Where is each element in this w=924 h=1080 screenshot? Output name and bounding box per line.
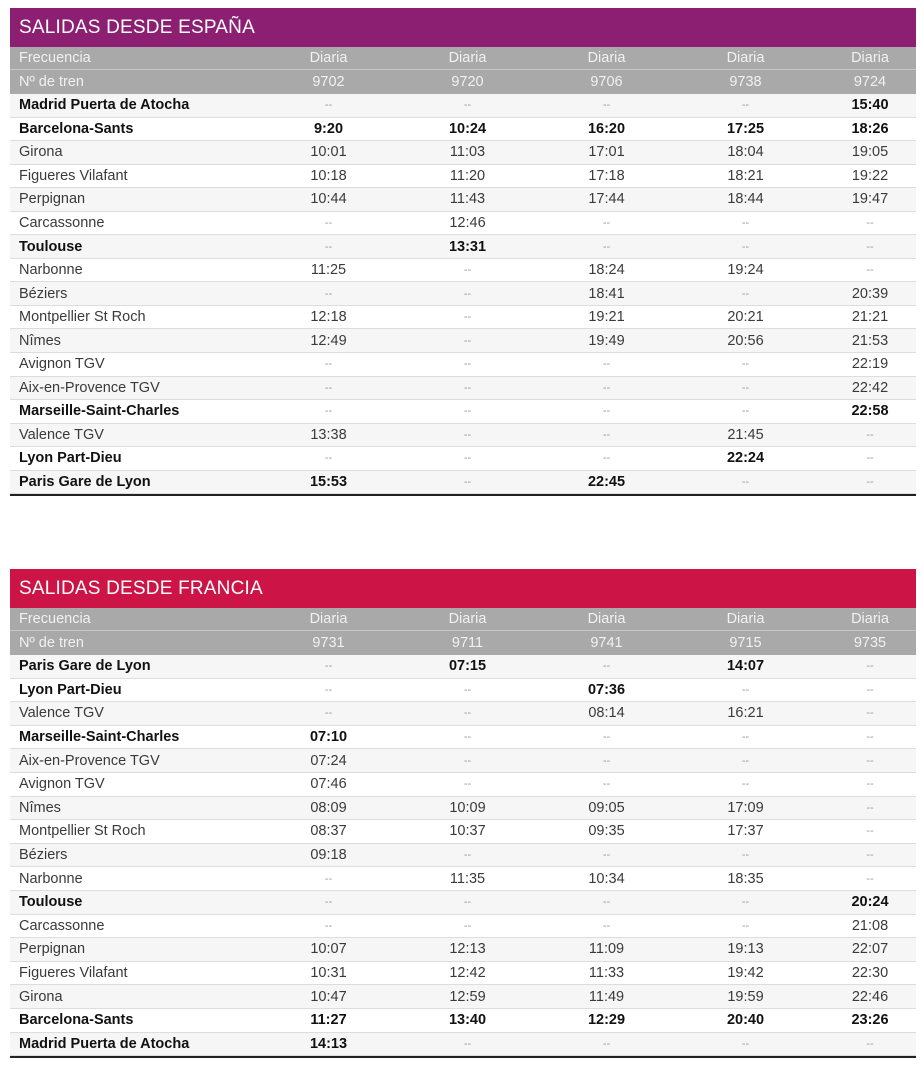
timetable-row	[10, 867, 916, 891]
time-cell: --	[602, 1037, 611, 1050]
station-name: Lyon Part-Dieu	[19, 681, 122, 698]
time-cell: --	[602, 731, 611, 744]
timetable-row	[10, 282, 916, 306]
time-cell: --	[741, 778, 750, 791]
timetable-row	[10, 962, 916, 986]
time-cell: 18:26	[851, 120, 889, 137]
time-cell: 17:01	[588, 144, 625, 161]
time-cell: 07:36	[587, 681, 626, 698]
time-cell: --	[463, 381, 472, 394]
station-name: Nîmes	[19, 799, 61, 816]
time-cell: --	[324, 660, 333, 673]
time-cell: --	[324, 707, 333, 720]
time-cell: 11:20	[449, 167, 486, 184]
time-cell: --	[463, 683, 472, 696]
timetable-title: SALIDAS DESDE FRANCIA	[10, 569, 916, 608]
time-cell: --	[866, 778, 874, 791]
time-cell: 20:21	[727, 309, 764, 326]
time-cell: --	[741, 381, 750, 394]
time-cell: --	[324, 683, 333, 696]
train-number-row	[10, 70, 916, 94]
train-number-label: Nº de tren	[19, 74, 84, 90]
timetable-row	[10, 726, 916, 750]
time-cell: --	[324, 358, 333, 371]
station-name: Avignon TGV	[19, 356, 105, 373]
station-name: Paris Gare de Lyon	[19, 658, 151, 675]
timetable-row	[10, 235, 916, 259]
station-name: Paris Gare de Lyon	[19, 474, 151, 491]
time-cell: 11:43	[449, 191, 486, 208]
time-cell: 14:13	[309, 1035, 348, 1052]
train-number-cell: 9706	[590, 74, 623, 90]
train-number-label: Nº de tren	[19, 635, 84, 651]
time-cell: --	[463, 99, 472, 112]
time-cell: --	[602, 405, 611, 418]
time-cell: 22:24	[726, 450, 765, 467]
time-cell: --	[324, 99, 333, 112]
time-cell: 9:20	[313, 120, 344, 137]
time-cell: --	[602, 240, 611, 253]
time-cell: 10:37	[449, 823, 486, 840]
timetable-row	[10, 94, 916, 118]
time-cell: --	[463, 896, 472, 909]
time-cell: 22:07	[851, 941, 889, 958]
time-cell: --	[602, 919, 611, 932]
time-cell: --	[866, 476, 874, 489]
station-name: Carcassonne	[19, 215, 105, 231]
time-cell: 20:40	[726, 1012, 765, 1029]
station-name: Montpellier St Roch	[19, 309, 146, 326]
time-cell: --	[463, 264, 472, 277]
time-cell: 14:07	[726, 658, 765, 675]
time-cell: 11:49	[588, 988, 625, 1005]
timetable-title: SALIDAS DESDE ESPAÑA	[10, 8, 916, 47]
time-cell: --	[741, 405, 750, 418]
station-name: Lyon Part-Dieu	[19, 450, 122, 467]
time-cell: 09:35	[588, 823, 625, 840]
time-cell: 23:26	[851, 1012, 889, 1029]
time-cell: --	[602, 849, 611, 862]
station-name: Narbonne	[19, 262, 83, 279]
time-cell: 18:44	[727, 191, 764, 208]
time-cell: 22:42	[851, 379, 889, 396]
time-cell: 16:21	[727, 705, 764, 722]
time-cell: --	[324, 217, 333, 229]
station-name: Perpignan	[19, 191, 86, 208]
time-cell: 17:09	[727, 799, 764, 816]
time-cell: 19:05	[851, 144, 889, 161]
time-cell: 17:18	[588, 167, 625, 184]
time-cell: 19:47	[851, 191, 889, 208]
timetable-row	[10, 212, 916, 236]
train-number-row	[10, 631, 916, 655]
time-cell: 07:15	[448, 658, 487, 675]
timetable-row	[10, 259, 916, 283]
time-cell: --	[866, 849, 874, 862]
time-cell: 07:10	[309, 729, 348, 746]
table-bottom-rule	[10, 1056, 916, 1058]
time-cell: 21:21	[851, 309, 889, 326]
time-cell: --	[602, 452, 611, 465]
timetable-row	[10, 447, 916, 471]
time-cell: --	[741, 683, 750, 696]
time-cell: 13:31	[448, 238, 487, 255]
frequency-label: Frecuencia	[19, 50, 91, 66]
time-cell: --	[463, 731, 472, 744]
time-cell: 11:03	[449, 144, 486, 161]
time-cell: --	[602, 99, 611, 112]
timetable-row	[10, 679, 916, 703]
timetable-row	[10, 118, 916, 142]
time-cell: 20:56	[727, 332, 764, 349]
time-cell: --	[741, 217, 750, 229]
time-cell: 12:42	[449, 965, 486, 982]
timetable-row	[10, 165, 916, 189]
frequency-row	[10, 47, 916, 70]
time-cell: --	[866, 872, 874, 885]
time-cell: 18:24	[588, 262, 625, 279]
station-name: Marseille-Saint-Charles	[19, 729, 180, 746]
time-cell: --	[602, 428, 611, 441]
time-cell: --	[741, 287, 750, 300]
time-cell: --	[463, 334, 472, 347]
time-cell: --	[324, 919, 333, 932]
time-cell: 19:49	[588, 332, 625, 349]
station-rows	[10, 94, 916, 494]
time-cell: --	[741, 731, 750, 744]
time-cell: 10:44	[310, 191, 347, 208]
timetable-row	[10, 400, 916, 424]
time-cell: 11:09	[588, 941, 625, 958]
timetable-row	[10, 655, 916, 679]
time-cell: 16:20	[587, 120, 626, 137]
time-cell: --	[741, 240, 750, 253]
station-name: Marseille-Saint-Charles	[19, 403, 180, 420]
time-cell: 11:35	[449, 870, 486, 887]
time-cell: --	[463, 919, 472, 932]
time-cell: --	[463, 476, 472, 489]
timetable-spain	[10, 8, 916, 496]
timetable-row	[10, 797, 916, 821]
time-cell: 10:07	[310, 941, 347, 958]
time-cell: 12:46	[449, 215, 486, 231]
table-bottom-rule	[10, 494, 916, 496]
time-cell: 08:37	[310, 823, 347, 840]
timetable-row	[10, 702, 916, 726]
station-name: Montpellier St Roch	[19, 823, 146, 840]
frequency-cell: Diaria	[309, 50, 348, 66]
time-cell: --	[324, 405, 333, 418]
time-cell: --	[866, 660, 874, 673]
time-cell: 12:13	[449, 941, 486, 958]
timetable-row	[10, 141, 916, 165]
time-cell: --	[741, 849, 750, 862]
timetable-row	[10, 471, 916, 495]
time-cell: 10:18	[310, 167, 347, 184]
station-name: Figueres Vilafant	[19, 965, 128, 982]
station-name: Aix-en-Provence TGV	[19, 752, 160, 769]
frequency-cell: Diaria	[726, 50, 765, 66]
time-cell: 12:18	[310, 309, 347, 326]
timetable-france	[10, 569, 916, 1058]
time-cell: --	[463, 707, 472, 720]
train-number-cell: 9735	[853, 635, 887, 651]
time-cell: 11:25	[310, 262, 347, 279]
time-cell: 18:04	[727, 144, 764, 161]
time-cell: --	[741, 99, 750, 112]
time-cell: --	[463, 754, 472, 767]
station-name: Girona	[19, 144, 63, 161]
time-cell: 11:27	[310, 1012, 347, 1029]
time-cell: --	[741, 476, 750, 489]
time-cell: --	[602, 896, 611, 909]
time-cell: 11:33	[588, 965, 625, 982]
station-rows	[10, 655, 916, 1056]
timetable-row	[10, 188, 916, 212]
time-cell: 12:49	[310, 332, 347, 349]
timetable-row	[10, 377, 916, 401]
train-number-cell: 9731	[312, 635, 345, 651]
time-cell: 22:46	[851, 988, 889, 1005]
time-cell: --	[463, 1037, 472, 1050]
station-name: Figueres Vilafant	[19, 167, 128, 184]
timetable-row	[10, 424, 916, 448]
time-cell: --	[741, 896, 750, 909]
time-cell: --	[463, 428, 472, 441]
time-cell: 22:58	[851, 403, 889, 420]
time-cell: 10:31	[310, 965, 347, 982]
time-cell: --	[866, 452, 874, 465]
frequency-cell: Diaria	[309, 611, 348, 627]
time-cell: 08:14	[588, 705, 625, 722]
frequency-cell: Diaria	[587, 50, 626, 66]
time-cell: --	[463, 405, 472, 418]
time-cell: --	[741, 1037, 750, 1050]
timetable-row	[10, 915, 916, 939]
time-cell: --	[866, 731, 874, 744]
time-cell: --	[602, 754, 611, 767]
time-cell: 18:35	[727, 870, 764, 887]
timetable-row	[10, 844, 916, 868]
time-cell: 15:53	[309, 474, 348, 491]
train-number-cell: 9741	[590, 635, 623, 651]
time-cell: 17:25	[726, 120, 765, 137]
time-cell: --	[463, 287, 472, 300]
time-cell: --	[866, 428, 874, 441]
time-cell: 19:13	[727, 941, 764, 958]
station-name: Girona	[19, 988, 63, 1005]
time-cell: 07:24	[310, 752, 347, 769]
time-cell: --	[741, 358, 750, 371]
timetable-row	[10, 749, 916, 773]
time-cell: --	[866, 1037, 874, 1050]
time-cell: 10:09	[449, 799, 486, 816]
frequency-row	[10, 608, 916, 631]
time-cell: --	[866, 264, 874, 277]
time-cell: 20:24	[851, 894, 889, 911]
station-name: Valence TGV	[19, 705, 104, 722]
station-name: Carcassonne	[19, 917, 105, 934]
time-cell: --	[324, 896, 333, 909]
time-cell: --	[324, 452, 333, 465]
timetable-row	[10, 1033, 916, 1057]
station-name: Béziers	[19, 285, 68, 302]
station-name: Toulouse	[19, 238, 83, 255]
station-name: Barcelona-Sants	[19, 1012, 134, 1029]
station-name: Aix-en-Provence TGV	[19, 379, 160, 396]
frequency-label: Frecuencia	[19, 611, 91, 627]
timetable-row	[10, 329, 916, 353]
time-cell: --	[463, 311, 472, 324]
time-cell: --	[741, 919, 750, 932]
frequency-cell: Diaria	[726, 611, 765, 627]
time-cell: 09:18	[310, 847, 347, 864]
train-number-cell: 9720	[451, 74, 484, 90]
frequency-cell: Diaria	[587, 611, 626, 627]
time-cell: 10:01	[310, 144, 347, 161]
time-cell: --	[866, 825, 874, 838]
time-cell: 12:59	[449, 988, 486, 1005]
frequency-cell: Diaria	[448, 50, 487, 66]
time-cell: 19:21	[588, 309, 625, 326]
time-cell: --	[463, 849, 472, 862]
time-cell: --	[602, 217, 611, 229]
train-number-cell: 9738	[729, 74, 762, 90]
time-cell: 10:24	[448, 120, 487, 137]
time-cell: --	[741, 754, 750, 767]
frequency-cell: Diaria	[448, 611, 487, 627]
timetable-row	[10, 1009, 916, 1033]
station-name: Béziers	[19, 847, 68, 864]
time-cell: --	[602, 778, 611, 791]
station-name: Perpignan	[19, 941, 86, 958]
timetable-row	[10, 938, 916, 962]
station-name: Toulouse	[19, 894, 83, 911]
time-cell: --	[324, 287, 333, 300]
time-cell: 22:45	[587, 474, 626, 491]
station-name: Madrid Puerta de Atocha	[19, 97, 190, 114]
time-cell: 07:46	[310, 776, 347, 793]
time-cell: 19:24	[727, 262, 764, 279]
timetable-row	[10, 985, 916, 1009]
train-number-cell: 9715	[729, 635, 762, 651]
train-number-cell: 9711	[451, 635, 484, 651]
time-cell: 13:40	[448, 1012, 487, 1029]
time-cell: 22:19	[851, 356, 889, 373]
train-number-cell: 9724	[853, 74, 887, 90]
time-cell: --	[463, 358, 472, 371]
station-name: Narbonne	[19, 870, 83, 887]
time-cell: 10:34	[588, 870, 625, 887]
time-cell: 21:53	[851, 332, 889, 349]
time-cell: --	[324, 872, 333, 885]
time-cell: --	[463, 778, 472, 791]
time-cell: 19:22	[851, 167, 889, 184]
time-cell: 17:44	[588, 191, 625, 208]
time-cell: 08:09	[310, 799, 347, 816]
time-cell: 10:47	[310, 988, 347, 1005]
timetable-row	[10, 353, 916, 377]
time-cell: --	[324, 381, 333, 394]
time-cell: --	[324, 240, 333, 253]
time-cell: --	[866, 683, 874, 696]
timetable-row	[10, 820, 916, 844]
timetable-row	[10, 773, 916, 797]
time-cell: 15:40	[851, 97, 889, 114]
time-cell: 17:37	[727, 823, 764, 840]
time-cell: 12:29	[587, 1012, 626, 1029]
time-cell: 18:21	[727, 167, 764, 184]
station-name: Barcelona-Sants	[19, 120, 134, 137]
time-cell: --	[602, 358, 611, 371]
timetable-row	[10, 306, 916, 330]
time-cell: 20:39	[851, 285, 889, 302]
train-number-cell: 9702	[312, 74, 345, 90]
time-cell: 19:59	[727, 988, 764, 1005]
time-cell: 09:05	[588, 799, 625, 816]
time-cell: 18:41	[588, 285, 625, 302]
frequency-cell: Diaria	[851, 50, 889, 66]
time-cell: --	[463, 452, 472, 465]
timetable-row	[10, 891, 916, 915]
time-cell: --	[602, 381, 611, 394]
time-cell: 22:30	[851, 965, 889, 982]
time-cell: --	[602, 660, 611, 673]
time-cell: --	[866, 801, 874, 814]
time-cell: --	[866, 707, 874, 720]
station-name: Nîmes	[19, 332, 61, 349]
station-name: Madrid Puerta de Atocha	[19, 1035, 190, 1052]
time-cell: --	[866, 240, 874, 253]
time-cell: --	[866, 754, 874, 767]
station-name: Avignon TGV	[19, 776, 105, 793]
time-cell: --	[866, 217, 874, 229]
station-name: Valence TGV	[19, 426, 104, 443]
frequency-cell: Diaria	[851, 611, 889, 627]
time-cell: 13:38	[310, 426, 347, 443]
time-cell: 21:45	[727, 426, 764, 443]
time-cell: 19:42	[727, 965, 764, 982]
time-cell: 21:08	[851, 917, 889, 934]
